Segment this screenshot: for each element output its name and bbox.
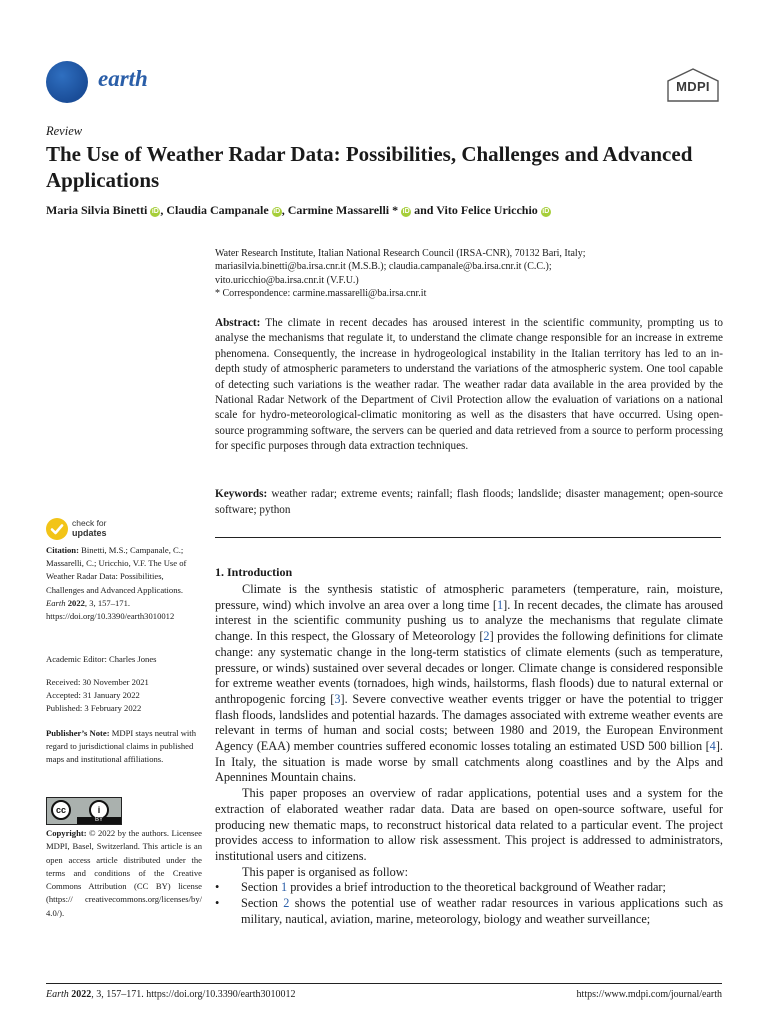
introduction-body [215,582,723,927]
footer-year: 2022 [71,989,92,1000]
check-line: updates [72,527,107,538]
text-run: provides a brief introduction to the theoretical background of Weather radar; [287,880,666,895]
outline-list [215,880,723,927]
journal-logo-icon [46,61,88,103]
footer-divider [46,983,722,984]
orcid-icon[interactable]: iD [151,208,159,215]
article-title: The Use of Weather Radar Data: Possibilities, Challenges and Advanced Applications [46,142,693,192]
footer-journal: Earth [46,989,69,1000]
footer-citation [46,989,296,1000]
paragraph [215,582,723,786]
author-name[interactable]: Vito Felice Uricchio [436,203,538,217]
footer-url[interactable]: https://www.mdpi.com/journal/earth [576,989,722,1000]
orcid-icon[interactable]: iD [273,208,281,215]
citation-label: Citation: [46,545,79,555]
published-date: Published: 3 February 2022 [46,703,142,714]
author-separator: , [281,203,288,217]
abstract [215,316,723,455]
affiliation-emails[interactable]: vito.uricchio@ba.irsa.cnr.it (V.F.U.) [215,274,359,286]
paragraph: This paper proposes an overview of radar applications, potential uses and a system for the extraction of elaborated weather radar data. Data are based on open-source software, useful for producing new thematic maps, to reconstruct historical data related to a particular event. The project provides access to information to allow risk assessment. This project is addressed to administrators, institutional users and citizens. [215,786,723,863]
citation-block [46,544,202,623]
citation-ref[interactable]: 4 [709,739,716,754]
affiliation-block [215,247,725,300]
list-item [215,896,723,927]
note-label: Publisher’s Note: [46,728,110,738]
received-date: Received: 30 November 2021 [46,677,149,687]
cc-by-license-icon[interactable] [46,797,122,825]
text-run: Climate is the synthesis statistic of atmospheric parameters (temperature, rain, moisture, pressure, wind) which involve an area over a long time [ [215,582,723,612]
text-run: Section [241,880,281,895]
publisher-logo-text: MDPI [676,79,710,94]
copyright-block [46,827,202,920]
abstract-text: The climate in recent decades has aroused interest in the scientific community, prompting us to analyse the mechanisms that regulate it, to understand the climate change responsible for an increase in extreme phenomena. Consequently, the increase in hydrogeological instability in the Italian territory has led to an in-depth study of atmospheric parameters to understand the variations of the atmospheric system. One tool capable of detecting such variations is the weather radar. The weather radar data available in the area provided by the National Radar Network of the Department of Civil Protection allow the evaluation of variations on a national scale for hydro-meteorological-climatic monitoring as well as the disasters that have occurred. Using open-source programming software, the servers can be queried and data retrieved from a source to perform processing for specific purposes through data extraction techniques. [215,317,723,453]
check-line: check for [72,518,107,528]
section-ref[interactable]: 1 [280,880,288,895]
text-run: ]. Severe convective weather events trigger or have the potential to trigger flash floods, landslides and potential hazards. The damages associated with extreme weather events are relevant in terms of human and social costs; between 1980 and 2019, the European Environment Agency (EAA) member countries suffered economic losses totaling an estimated USD 500 billion [ [215,691,723,754]
author-list [46,203,746,218]
cc-by-label: BY [77,817,121,824]
author-separator: , [160,203,167,217]
text-run: ]. In Italy, the situation is made worse by small catchments along coastlines and by the Alps and Apennines Mountain chains. [215,739,723,785]
orcid-icon[interactable]: iD [542,208,550,215]
author-separator: and [411,203,437,217]
orcid-icon[interactable]: iD [402,208,410,215]
keywords [215,487,723,518]
accepted-date: Accepted: 31 January 2022 [46,690,140,701]
section-divider [215,537,721,538]
section-heading: 1. Introduction [215,565,293,579]
author-name[interactable]: Carmine Massarelli * [287,203,399,217]
publishers-note [46,727,202,767]
footer-doi[interactable]: , 3, 157–171. https://doi.org/10.3390/earth3010012 [91,989,296,1000]
section-ref[interactable]: 2 [283,896,290,911]
abstract-label: Abstract: [215,317,261,329]
copyright-label: Copyright: [46,828,87,838]
citation-ref[interactable]: 2 [483,629,490,644]
author-name[interactable]: Maria Silvia Binetti [46,203,148,217]
text-run: ] provides the following definitions for climate change: any systematic change in the long-term statistics of climate elements (such as temperature, pressure, or winds) sustained over several decades or longer. Climate change is considered responsible for extreme weather events (tornadoes, high winds, hailstorms, flash floods) due to natural external or anthropogenic forcing [ [215,629,723,706]
affiliation-line: Water Research Institute, Italian National Research Council (IRSA-CNR), 70132 Bari, Italy; [215,248,586,259]
academic-editor: Academic Editor: Charles Jones [46,654,157,664]
list-item [215,880,723,896]
citation-text: Binetti, M.S.; Campanale, C.; Massarelli, C.; Uricchio, V.F. The Use of Weather Radar Data: Possibilities, Challenges and Advanced Applications. [46,545,187,595]
citation-year: 2022 [67,597,85,608]
attribution-icon: i [89,800,109,820]
note-text: MDPI stays neutral with regard to jurisdictional claims in published maps and institutional affiliations. [46,728,196,765]
citation-ref[interactable]: 1 [496,597,504,612]
check-for-updates-link[interactable] [72,519,107,538]
affiliation-emails[interactable]: mariasilvia.binetti@ba.irsa.cnr.it (M.S.B.); claudia.campanale@ba.irsa.cnr.it (C.C.); [215,261,552,273]
text-run: shows the potential use of weather radar resources in various applications such as military, nautical, aviation, marine, meteorology, biology and weather surveillance; [241,896,723,926]
citation-ref[interactable]: 3 [334,691,341,706]
keywords-text: weather radar; extreme events; rainfall; flash floods; landslide; disaster management; open-source software; python [215,488,724,516]
author-name[interactable]: Claudia Campanale [166,203,269,217]
journal-name: earth [98,66,148,91]
article-type: Review [46,124,83,138]
text-run: Section [241,896,284,911]
keywords-label: Keywords: [215,488,268,500]
check-for-updates-icon[interactable] [46,518,68,540]
dates-block [46,676,202,716]
copyright-text: © 2022 by the authors. Licensee MDPI, Basel, Switzerland. This article is an open access article distributed under the terms and conditions of the Creative Commons Attribution (CC BY) license (https:// creativecommons.org/licenses/by/ 4.0/). [46,828,202,918]
citation-doi[interactable]: , 3, 157–171. https://doi.org/10.3390/earth3010012 [46,597,175,622]
text-run: ]. In recent decades, the climate has aroused interest in the scientific community pushing us to analyze the mechanisms that regulate climate change. In this respect, the Glossary of Meteorology [ [215,597,723,644]
correspondence-line[interactable]: * Correspondence: carmine.massarelli@ba.irsa.cnr.it [215,287,427,299]
paragraph: This paper is organised as follow: [242,864,409,879]
cc-icon: cc [51,800,71,820]
citation-journal: Earth [46,597,66,608]
